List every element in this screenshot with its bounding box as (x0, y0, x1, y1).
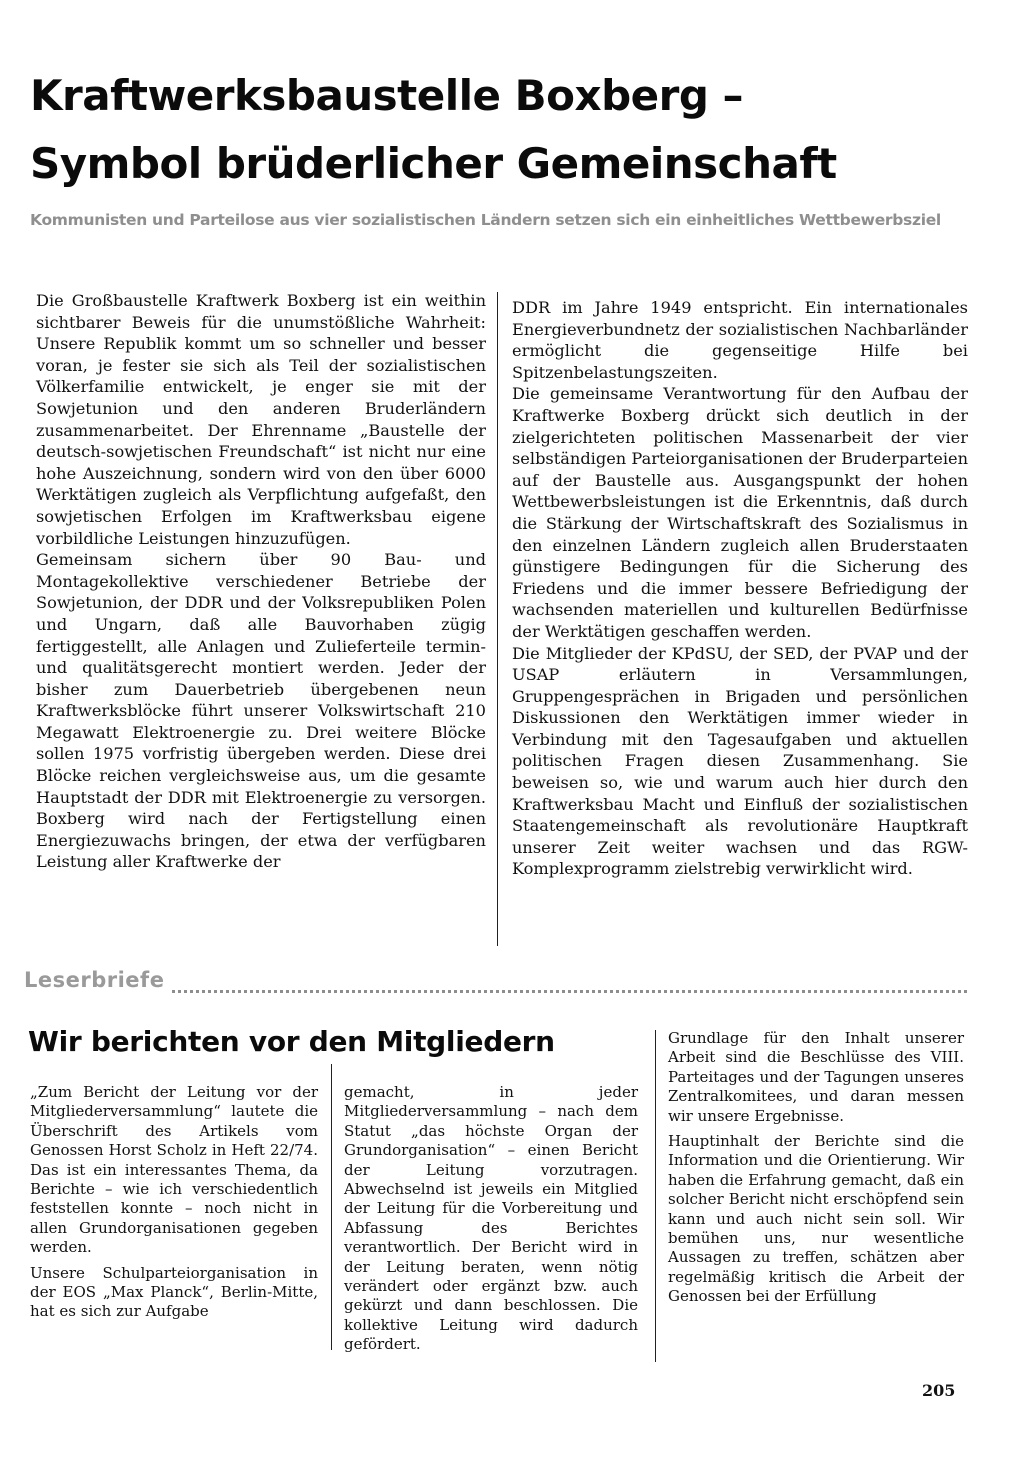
letter-paragraph: „Zum Bericht der Leitung vor der Mitgliederversammlung“ lautete die Überschrift des Artikels vom Genossen Horst Scholz in Heft 22/74. Das ist ein interessantes Thema, da Berichte – wie ich verschiedentlich feststellen konnte – noch nicht in allen Grundorganisationen gegeben werden. (30, 1083, 318, 1257)
page-number: 205 (922, 1381, 956, 1400)
letter-paragraph: Hauptinhalt der Berichte sind die Information und die Orientierung. Wir haben die Erfahrung gemacht, daß ein solcher Bericht nicht erschöpfend sein kann und auch nicht sein soll. Wir bemühen uns, nur wesentliche Aussagen zu treffen, schätzen aber regelmäßig kritisch die Arbeit der Genossen bei der Erfüllung (668, 1132, 964, 1306)
column-divider (331, 1064, 332, 1350)
section-label: Leserbriefe (24, 968, 165, 992)
letter-paragraph: gemacht, in jeder Mitgliederversammlung – nach dem Statut „das höchste Organ der Grundorganisation“ – einen Bericht der Leitung vorzutragen. Abwechselnd ist jeweils ein Mitglied der Leitung für die Vorbereitung und Abfassung des Berichtes verantwortlich. Der Bericht wird in der Leitung beraten, wenn nötig verändert oder ergänzt bzw. auch gekürzt und dann beschlossen. Die kollektive Leitung wird dadurch gefördert. (344, 1083, 638, 1354)
main-article-paragraph: Die Großbaustelle Kraftwerk Boxberg ist ein weithin sichtbarer Beweis für die unumstößliche Wahrheit: Unsere Republik kommt um so schneller und besser voran, je fester sie sich als Teil der sozialistischen Völkerfamilie entwickelt, je enger sie mit der Sowjetunion und den anderen Bruderländern zusammenarbeitet. Der Ehrenname „Baustelle der deutsch-sowjetischen Freundschaft“ ist nicht nur eine hohe Auszeichnung, sondern wird von den über 6000 Werktätigen zugleich als Verpflichtung aufgefaßt, den sowjetischen Erfolgen im Kraftwerksbau eigene vorbildliche Leistungen hinzuzufügen. (36, 291, 486, 548)
main-article-column-2 (512, 297, 968, 880)
letter-paragraph: Unsere Schulparteiorganisation in der EOS „Max Planck“, Berlin-Mitte, hat es sich zur Aufgabe (30, 1263, 318, 1321)
headline-line-2: Symbol brüderlicher Gemeinschaft (30, 139, 837, 188)
headline (30, 62, 930, 198)
column-divider (655, 1030, 656, 1362)
main-article-column-1 (36, 290, 486, 873)
section-divider (172, 990, 967, 993)
letter-column-3 (668, 1029, 964, 1307)
main-article-paragraph: Die gemeinsame Verantwortung für den Aufbau der Kraftwerke Boxberg drückt sich deutlich in der zielgerichteten politischen Massenarbeit der vier selbständigen Parteiorganisationen der Bruderparteien auf der Baustelle aus. Ausgangspunkt der hohen Wettbewerbsleistungen ist die Erkenntnis, daß durch die Stärkung der Wirtschaftskraft des Sozialismus in den einzelnen Ländern zugleich allen Bruderstaaten günstigere Bedingungen für die Sicherung des Friedens und die immer bessere Befriedigung der wachsenden materiellen und kulturellen Bedürfnisse der Werktätigen geschaffen werden. (512, 384, 968, 641)
letter-paragraph: Grundlage für den Inhalt unserer Arbeit sind die Beschlüsse des VIII. Parteitages und der Tagungen unseres Zentralkomitees, und daran messen wir unsere Ergebnisse. (668, 1029, 964, 1125)
column-divider (497, 292, 498, 946)
main-article-paragraph: Gemeinsam sichern über 90 Bau- und Montagekollektive verschiedener Betriebe der Sowjetunion, der DDR und der Volksrepubliken Polen und Ungarn, daß alle Bauvorhaben zügig fertiggestellt, alle Anlagen und Zulieferteile termin- und qualitätsgerecht montiert werden. Jeder der bisher zum Dauerbetrieb übergebenen neun Kraftwerksblöcke führt unserer Volkswirtschaft 210 Megawatt Elektroenergie zu. Drei weitere Blöcke sollen 1975 vorfristig übergeben werden. Diese drei Blöcke reichen vergleichsweise aus, um die gesamte Hauptstadt der DDR mit Elektroenergie zu versorgen. Boxberg wird nach der Fertigstellung einen Energiezuwachs bringen, der etwa der verfügbaren Leistung aller Kraftwerke der (36, 550, 486, 872)
headline-line-1: Kraftwerksbaustelle Boxberg – (30, 71, 744, 120)
subheadline: Kommunisten und Parteilose aus vier sozialistischen Ländern setzen sich ein einheitliches Wettbewerbsziel (30, 211, 941, 229)
letter-column-2 (344, 1083, 638, 1355)
main-article-paragraph: Die Mitglieder der KPdSU, der SED, der PVAP und der USAP erläutern in Versammlungen, Gruppengesprächen in Brigaden und persönlichen Diskussionen den Werktätigen immer wieder in Verbindung mit den Tagesaufgaben und aktuellen politischen Fragen diesen Zusammenhang. Sie beweisen so, wie und warum auch hier durch den Kraftwerksbau Macht und Einfluß der sozialistischen Staatengemeinschaft als revolutionäre Hauptkraft unserer Zeit weiter wachsen und das RGW-Komplexprogramm zielstrebig verwirklicht wird. (512, 643, 968, 879)
main-article-paragraph: DDR im Jahre 1949 entspricht. Ein internationales Energieverbundnetz der sozialistischen Nachbarländer ermöglicht die gegenseitige Hilfe bei Spitzenbelastungszeiten. (512, 298, 968, 382)
letter-column-1 (30, 1083, 318, 1322)
article-title: Wir berichten vor den Mitgliedern (28, 1025, 555, 1058)
